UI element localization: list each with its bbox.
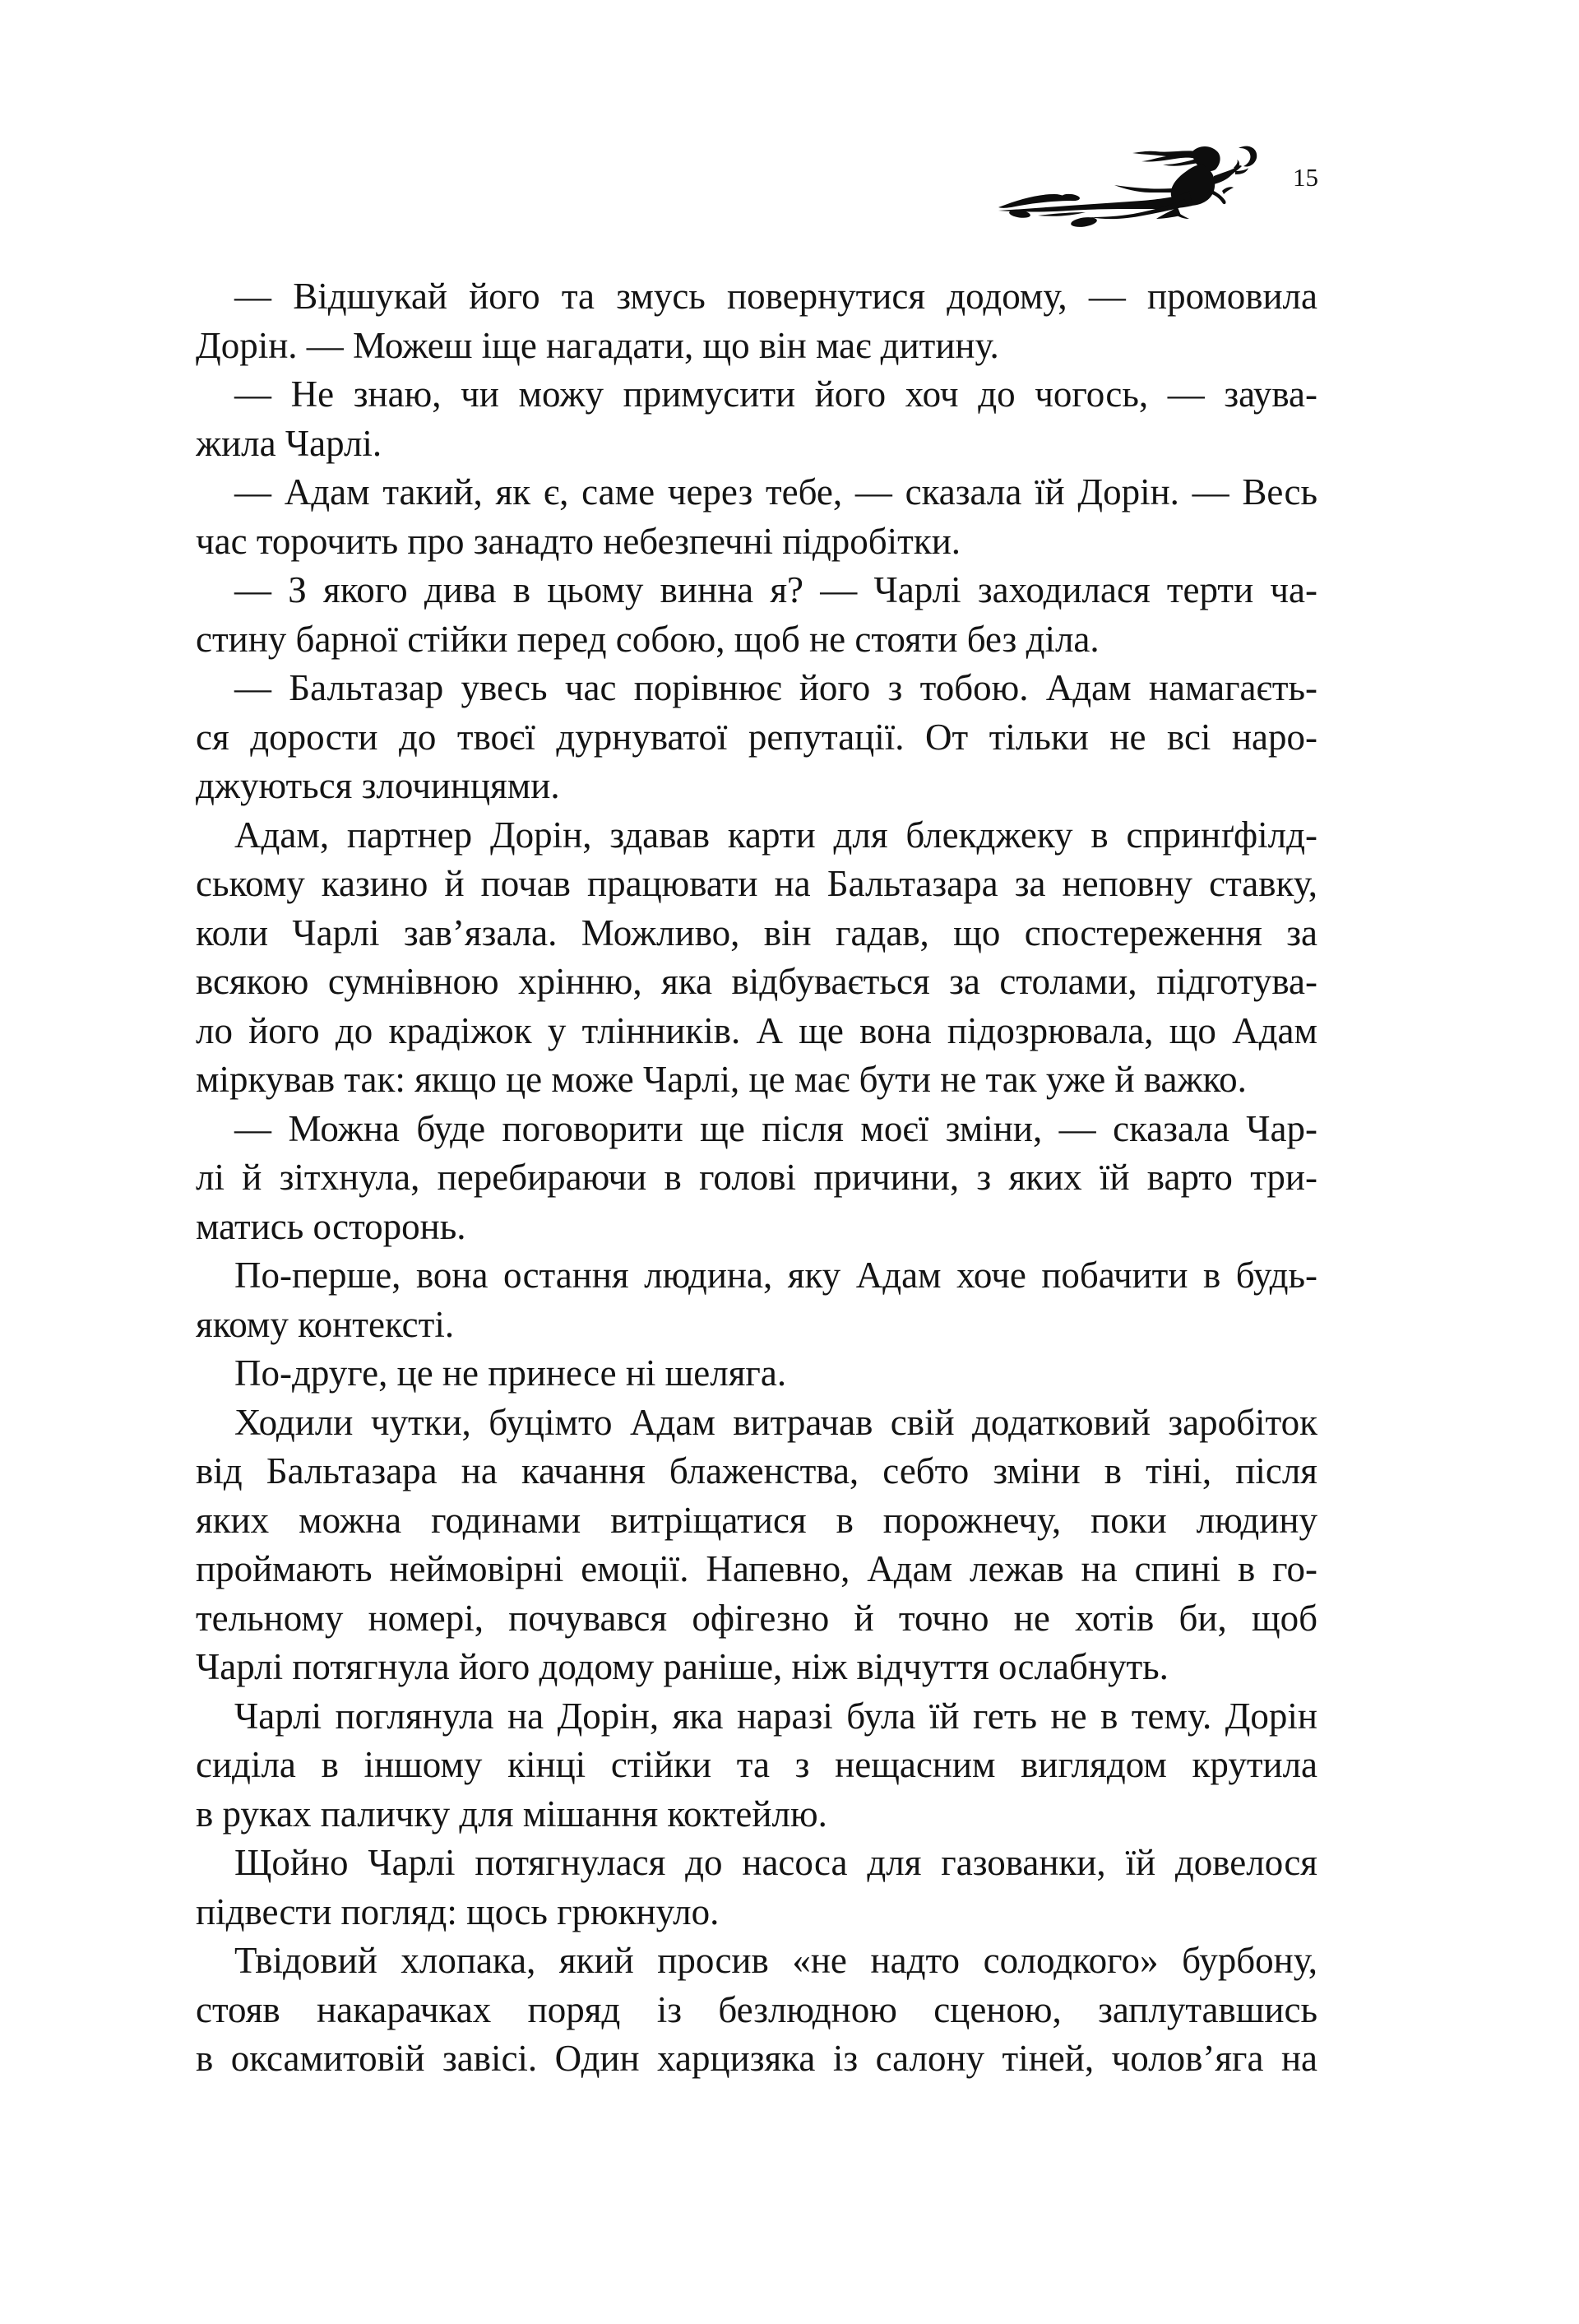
text-line: сиділа в іншому кінці стійки та з нещасним виглядом крутила (196, 1744, 1317, 1785)
text-line: в оксамитовій завісі. Один харцизяка із салону тіней, чолов’яга на (196, 2038, 1317, 2079)
text-line: жила Чарлі. (196, 422, 382, 464)
paragraph-first-line: — Можна буде поговорити ще після моєї зміни, — сказала Чар- (234, 1107, 1317, 1149)
paragraph-first-line: Твідовий хлопака, який просив «не надто солодкого» бурбону, (234, 1940, 1317, 1981)
body-text (196, 272, 1317, 2084)
text-line: ло його до крадіжок у тлінників. А ще вона підозрювала, що Адам (196, 1009, 1317, 1051)
text-line: Чарлі потягнула його додому раніше, ніж відчуття ослабнуть. (196, 1646, 1169, 1687)
text-line: міркував так: якщо це може Чарлі, це має бути не так уже й важко. (196, 1059, 1247, 1100)
text-line: стояв накарачках поряд із безлюдною сценою, заплутавшись (196, 1988, 1317, 2030)
paragraph-first-line: — Відшукай його та змусь повернутися додому, — промовила (234, 276, 1317, 317)
paragraph-first-line: Щойно Чарлі потягнулася до насоса для газованки, їй довелося (234, 1842, 1317, 1883)
paragraph-first-line: — Бальтазар увесь час порівнює його з тобою. Адам намагаєть- (234, 667, 1317, 708)
text-line: від Бальтазара на качання блаженства, себто зміни в тіні, після (196, 1450, 1317, 1491)
page-number: 15 (1293, 163, 1318, 192)
text-line: час торочить про занадто небезпечні підробітки. (196, 520, 961, 562)
paragraph-first-line: Чарлі поглянула на Дорін, яка наразі була їй геть не в тему. Дорін (234, 1695, 1317, 1737)
paragraph-first-line: По-перше, вона остання людина, яку Адам хоче побачити в будь- (234, 1255, 1317, 1296)
text-line: Дорін. — Можеш іще нагадати, що він має дитину. (196, 324, 999, 366)
text-line: матись осторонь. (196, 1205, 466, 1247)
text-line: стину барної стійки перед собою, щоб не стояти без діла. (196, 618, 1100, 660)
text-line: тельному номері, почувався офігезно й точно не хотів би, щоб (196, 1597, 1317, 1639)
paragraph-first-line: По-друге, це не принесе ні шеляга. (234, 1352, 787, 1394)
paragraph-first-line: — Адам такий, як є, саме через тебе, — сказала їй Дорін. — Весь (234, 471, 1317, 513)
text-line: підвести погляд: щось грюкнуло. (196, 1890, 720, 1932)
text-line: яких можна годинами витріщатися в порожнечу, поки людину (196, 1499, 1317, 1541)
text-line: всякою сумнівною хрінню, яка відбувається за столами, підготува- (196, 961, 1317, 1002)
flying-witch-ornament-icon (987, 140, 1266, 234)
text-line: проймають неймовірні емоції. Напевно, Адам лежав на спині в го- (196, 1548, 1317, 1589)
paragraph-first-line: Ходили чутки, буцімто Адам витрачав свій додатковий заробіток (234, 1401, 1317, 1443)
text-line: якому контексті. (196, 1303, 455, 1345)
text-line: лі й зітхнула, перебираючи в голові причини, з яких їй варто три- (196, 1157, 1317, 1198)
text-line: ському казино й почав працювати на Бальтазара за неповну ставку, (196, 863, 1317, 904)
paragraph-first-line: — З якого дива в цьому винна я? — Чарлі заходилася терти ча- (234, 569, 1317, 610)
text-line: коли Чарлі зав’язала. Можливо, він гадав, що спостереження за (196, 912, 1317, 953)
text-line: джуються злочинцями. (196, 765, 560, 806)
text-line: в руках паличку для мішання коктейлю. (196, 1793, 827, 1835)
text-line: ся дорости до твоєї дурнуватої репутації. От тільки не всі наро- (196, 716, 1317, 758)
paragraph-first-line: Адам, партнер Дорін, здавав карти для блекджеку в спринґфілд- (234, 814, 1317, 856)
paragraph-first-line: — Не знаю, чи можу примусити його хоч до чогось, — заува- (234, 373, 1317, 415)
